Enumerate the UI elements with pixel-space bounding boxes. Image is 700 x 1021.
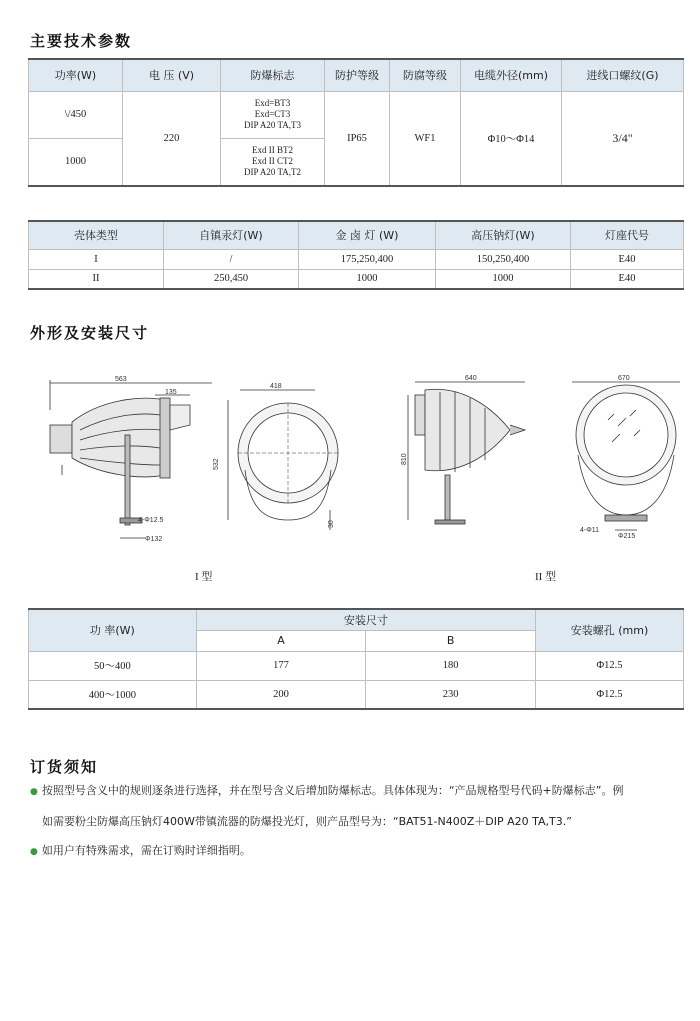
corrosion-cell: WF1 [390, 91, 461, 186]
table-cell: 150,250,400 [436, 249, 571, 269]
dim-height: 532 [213, 458, 220, 470]
col-housing: 壳体类型 [29, 221, 164, 249]
table-cell: 1000 [436, 269, 571, 289]
type-1-drawing [40, 370, 360, 550]
protection-cell: IP65 [325, 91, 390, 186]
dim-width: 563 [115, 376, 127, 383]
note-continuation [30, 807, 700, 836]
dim-spacing: Φ132 [145, 536, 163, 543]
col-metal-halide: 金 卤 灯 (W) [299, 221, 436, 249]
type-1-caption: I 型 [195, 571, 213, 583]
tech-params-table [28, 58, 684, 187]
ordering-notes [30, 776, 700, 867]
dim-height: 810 [401, 453, 408, 465]
dim-depth: 135 [165, 389, 177, 396]
note-item [30, 836, 700, 867]
col-marking: 防爆标志 [221, 59, 325, 91]
table-cell: 400～1000 [29, 680, 197, 709]
dim-holes: 4-Φ12.5 [138, 517, 164, 524]
marking-line: Exd II BT2 [252, 145, 293, 156]
voltage-cell: 220 [123, 91, 221, 186]
dim-front: 418 [270, 383, 282, 390]
table-cell: 1000 [299, 269, 436, 289]
lamp-type-table [28, 220, 684, 290]
table-cell: Φ12.5 [535, 680, 683, 709]
bullet-icon: ● [30, 787, 38, 797]
col-install-size: 安装尺寸 [196, 609, 535, 630]
col-a: A [196, 630, 366, 651]
col-socket: 灯座代号 [571, 221, 684, 249]
col-thread: 进线口螺纹(G) [562, 59, 684, 91]
note-item [30, 776, 700, 807]
col-power: 功 率(W) [29, 609, 197, 651]
section-title-ordering: 订货须知 [30, 758, 99, 776]
col-mount-hole: 安装螺孔 (mm) [535, 609, 683, 651]
type-2-drawing [400, 370, 700, 550]
col-power: 功率(W) [29, 59, 123, 91]
dim-holes: 4-Φ11 [580, 527, 600, 534]
table-cell: 230 [366, 680, 536, 709]
table-cell: 180 [366, 651, 536, 680]
note-text: 按照型号含义中的规则逐条进行选择，并在型号含义后增加防爆标志。具体体现为：“产品规格型号代码+防爆标志”。例 [41, 784, 624, 797]
dim-front: 670 [618, 375, 630, 382]
col-corrosion: 防腐等级 [390, 59, 461, 91]
col-protection: 防护等级 [325, 59, 390, 91]
installation-table [28, 608, 684, 710]
table-cell: / [164, 249, 299, 269]
dim-depth: 640 [465, 375, 477, 382]
marking-line: Exd=CT3 [254, 109, 291, 119]
col-sodium: 高压钠灯(W) [436, 221, 571, 249]
table-cell: Φ12.5 [535, 651, 683, 680]
section-title-tech-params: 主要技术参数 [30, 32, 133, 50]
table-cell: II [29, 269, 164, 289]
col-b: B [366, 630, 536, 651]
cable-cell: Φ10～Φ14 [461, 91, 562, 186]
section-title-dimensions: 外形及安装尺寸 [30, 324, 150, 342]
type-2-caption: II 型 [535, 571, 557, 583]
marking-line: DIP A20 TA,T2 [243, 167, 302, 178]
marking-line: Exd II CT2 [252, 156, 293, 167]
col-mercury: 自镇汞灯(W) [164, 221, 299, 249]
table-cell: E40 [571, 249, 684, 269]
power-cell: 1000 [29, 138, 123, 186]
note-text: 如需要粉尘防爆高压钠灯400W带镇流器的防爆投光灯，则产品型号为：“BAT51-N400Z＋DIP A20 TA,T3.” [42, 815, 572, 828]
marking-line: Exd=BT3 [254, 98, 291, 108]
thread-cell: 3/4" [562, 91, 684, 186]
marking-cell [221, 138, 325, 186]
table-cell: 250,450 [164, 269, 299, 289]
bullet-icon: ● [30, 847, 38, 857]
col-cable: 电缆外径(mm) [461, 59, 562, 91]
col-voltage: 电 压 (V) [123, 59, 221, 91]
marking-cell [221, 91, 325, 138]
table-cell: 200 [196, 680, 366, 709]
power-cell: \/450 [29, 91, 123, 138]
marking-line: DIP A20 TA,T3 [243, 120, 302, 130]
dim-base: 30 [328, 520, 335, 528]
table-cell: 177 [196, 651, 366, 680]
note-text: 如用户有特殊需求，需在订购时详细指明。 [41, 844, 251, 857]
table-cell: 175,250,400 [299, 249, 436, 269]
table-cell: I [29, 249, 164, 269]
table-cell: 50～400 [29, 651, 197, 680]
dim-spacing: Φ215 [618, 533, 636, 540]
table-cell: E40 [571, 269, 684, 289]
